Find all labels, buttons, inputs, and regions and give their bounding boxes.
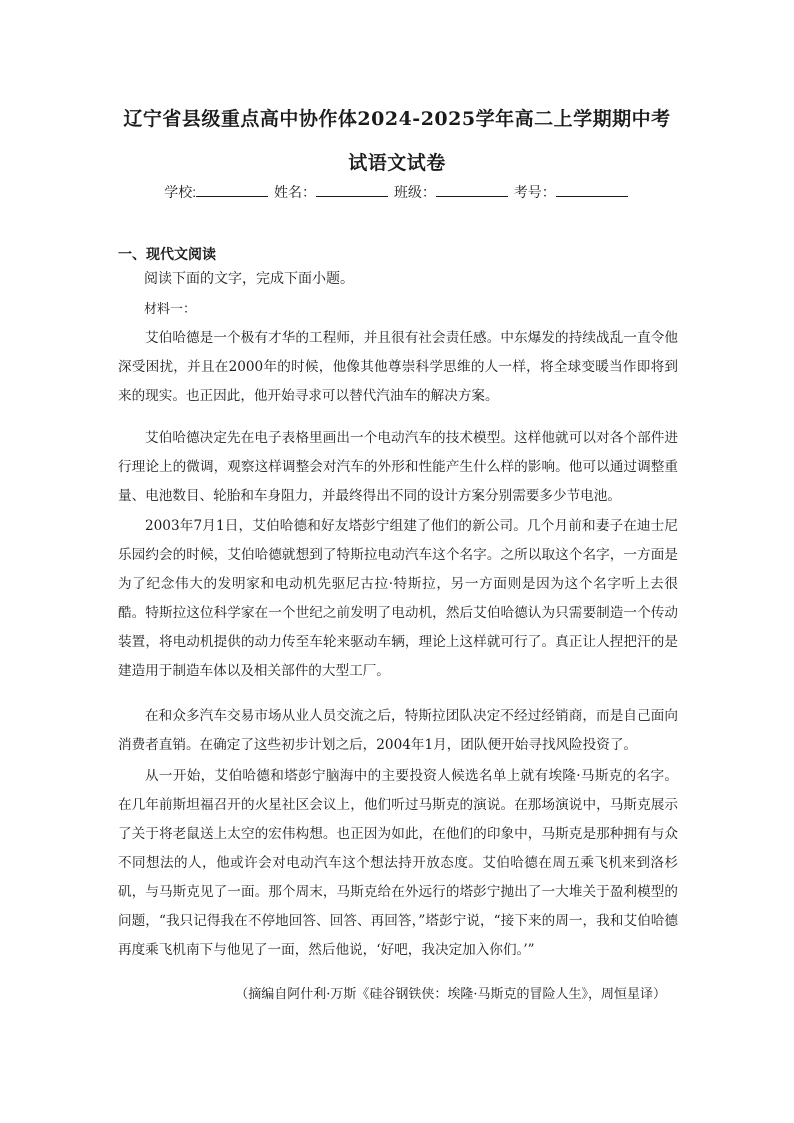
reading-instruction: 阅读下面的文字，完成下面小题。 [144,270,354,286]
school-label: 学校: [164,184,197,200]
source-citation: （摘编自阿什利·万斯《硅谷钢铁侠：埃隆·马斯克的冒险人生》，周恒星译） [235,987,666,1002]
paragraph-4: 在和众多汽车交易市场从业人员交流之后，特斯拉团队决定不经过经销商，而是自己面向消费者直销。在确定了这些初步计划之后，2004年1月，团队便开始寻找风险投资了。 [118,708,678,753]
class-blank[interactable] [436,182,508,197]
section-heading: 一、现代文阅读 [118,246,216,262]
class-label: 班级： [393,184,436,200]
page-title-line1: 辽宁省县级重点高中协作体2024-2025学年高二上学期期中考 [123,108,671,130]
paragraph-2: 艾伯哈德决定先在电子表格里画出一个电动汽车的技术模型。这样他就可以对各个部件进行理论上的微调，观察这样调整会对汽车的外形和性能产生什么样的影响。他可以通过调整重量、电池数目、轮胎和车身阻力，并最终得出不同的设计方案分别需要多少节电池。 [118,430,678,504]
exam-number-label: 考号： [513,184,556,200]
name-label: 姓名： [274,184,316,200]
student-info-row [0,182,794,202]
paragraph-3: 2003年7月1日，艾伯哈德和好友塔彭宁组建了他们的新公司。几个月前和妻子在迪士尼乐园约会的时候，艾伯哈德就想到了特斯拉电动汽车这个名字。之所以取这个名字，一方面是为了纪念伟大的发明家和电动机先驱尼古拉·特斯拉，另一方面则是因为这个名字听上去很酷。特斯拉这位科学家在一个世纪之前发明了电动机，然后艾伯哈德认为只需要制造一个传动装置，将电动机提供的动力传至车轮来驱动车辆，理论上这样就可行了。真正让人捏把汗的是建造用于制造车体以及相关部件的大型工厂。 [118,518,678,679]
name-blank[interactable] [316,182,388,197]
paragraph-5: 从一开始，艾伯哈德和塔彭宁脑海中的主要投资人候选名单上就有埃隆·马斯克的名字。在几年前斯坦福召开的火星社区会议上，他们听过马斯克的演说。在那场演说中，马斯克展示了关于将老鼠送上太空的宏伟构想。也正因为如此，在他们的印象中，马斯克是那种拥有与众不同想法的人，他或许会对电动汽车这个想法持开放态度。艾伯哈德在周五乘飞机来到洛杉矶，与马斯克见了一面。那个周末，马斯克给在外远行的塔彭宁抛出了一大堆关于盈利模型的问题，“我只记得我在不停地回答、回答、再回答，”塔彭宁说，“接下来的周一，我和艾伯哈德再度乘飞机南下与他见了一面，然后他说，‘好吧，我决定加入你们。’” [118,768,678,958]
material-label: 材料一： [144,302,197,317]
page-title-line2: 试语文试卷 [348,152,446,174]
exam-number-blank[interactable] [556,182,628,197]
paragraph-1: 艾伯哈德是一个极有才华的工程师，并且很有社会责任感。中东爆发的持续战乱一直令他深受困扰，并且在2000年的时候，他像其他尊崇科学思维的人一样，将全球变暖当作即将到来的现实。也正因此，他开始寻求可以替代汽油车的解决方案。 [118,330,678,404]
school-blank[interactable] [196,182,268,197]
